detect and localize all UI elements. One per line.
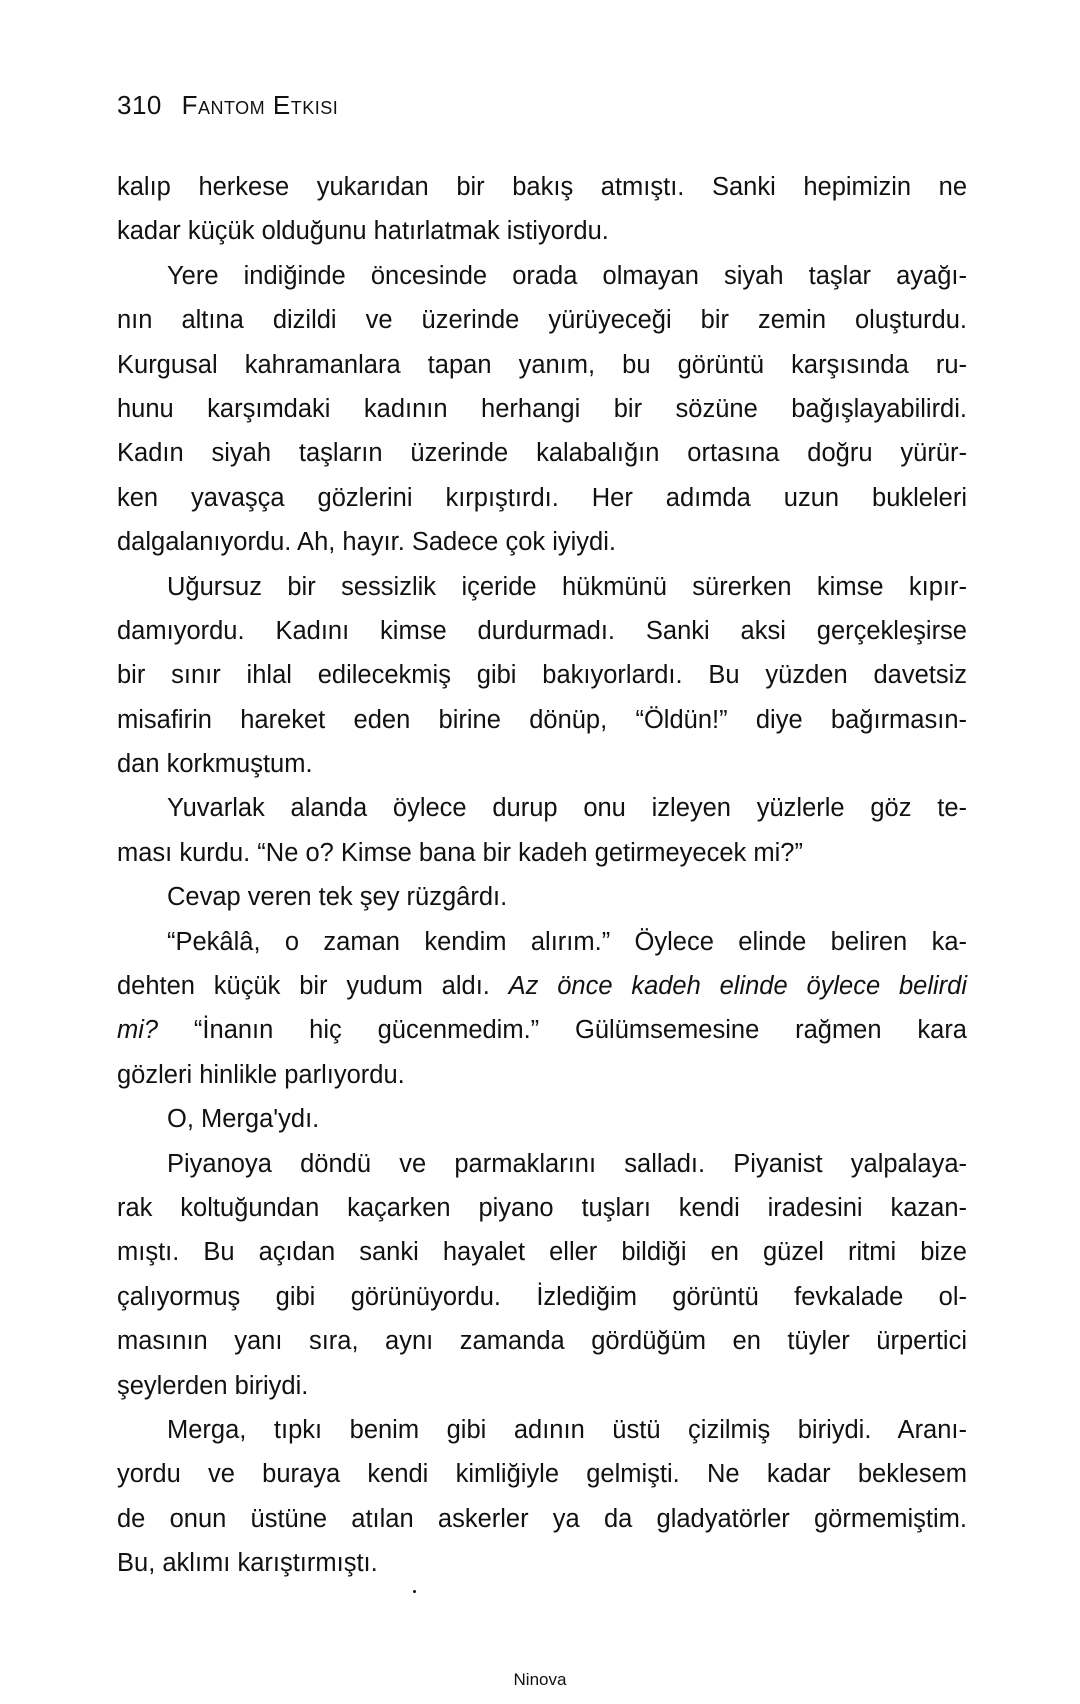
italic-text-segment: Az önce kadeh elinde öylece belirdi <box>508 972 967 1001</box>
text-line: Cevap veren tek şey rüzgârdı. <box>167 883 508 912</box>
text-line: kalıp herkese yukarıdan bir bakış atmıştı. Sanki hepimizin ne <box>117 173 967 201</box>
text-line: Kadın siyah taşların üzerinde kalabalığın ortasına doğru yürür- <box>117 439 967 468</box>
text-line: mıştı. Bu açıdan sanki hayalet eller bildiği en güzel ritmi bize <box>117 1238 967 1267</box>
text-line: ması kurdu. “Ne o? Kimse bana bir kadeh getirmeyecek mi?” <box>117 838 803 867</box>
running-header <box>117 90 338 121</box>
page-number: 310 <box>117 90 162 120</box>
text-line: nın altına dizildi ve üzerinde yürüyeceği bir zemin oluşturdu. <box>117 306 967 335</box>
text-segment: “İnanın hiç gücenmedim.” Gülümsemesine rağmen kara <box>158 1016 967 1045</box>
text-line: damıyordu. Kadını kimse durdurmadı. Sanki aksi gerçekleşirse <box>117 616 967 645</box>
publisher-footer: Ninova <box>513 1670 567 1689</box>
text-line <box>117 1008 967 1052</box>
text-line: ken yavaşça gözlerini kırpıştırdı. Her adımda uzun bukleleri <box>117 483 967 512</box>
book-title: Fantom Etkisi <box>181 90 339 120</box>
text-line: Kurgusal kahramanlara tapan yanım, bu görüntü karşısında ru- <box>117 350 967 379</box>
text-line: O, Merga'ydı. <box>167 1105 320 1134</box>
text-line: gözleri hinlikle parlıyordu. <box>117 1060 405 1089</box>
text-line: rak koltuğundan kaçarken piyano tuşları kendi iradesini kazan- <box>117 1193 967 1222</box>
text-line: bir sınır ihlal edilecekmiş gibi bakıyorlardı. Bu yüzden davetsiz <box>117 661 967 690</box>
text-line: masının yanı sıra, aynı zamanda gördüğüm en tüyler ürpertici <box>117 1327 967 1356</box>
text-line: “Pekâlâ, o zaman kendim alırım.” Öylece elinde beliren ka- <box>167 927 967 956</box>
text-line: Yuvarlak alanda öylece durup onu izleyen yüzlerle göz te- <box>167 794 967 823</box>
text-line: de onun üstüne atılan askerler ya da gladyatörler görmemiştim. <box>117 1504 967 1533</box>
body-text <box>117 165 967 1586</box>
text-line: kadar küçük olduğunu hatırlatmak istiyordu. <box>117 217 609 246</box>
scan-speck <box>413 1590 416 1593</box>
text-line: şeylerden biriydi. <box>117 1371 309 1400</box>
text-line: çalıyormuş gibi görünüyordu. İzlediğim görüntü fevkalade ol- <box>117 1282 967 1311</box>
text-line: misafirin hareket eden birine dönüp, “Öldün!” diye bağırmasın- <box>117 705 967 734</box>
text-segment: dehten küçük bir yudum aldı. <box>117 972 509 1001</box>
italic-text-segment: mi? <box>117 1016 159 1045</box>
text-line: hunu karşımdaki kadının herhangi bir sözüne bağışlayabilirdi. <box>117 394 967 423</box>
text-line: Merga, tıpkı benim gibi adının üstü çizilmiş biriydi. Aranı- <box>167 1415 967 1444</box>
text-line: Piyanoya döndü ve parmaklarını salladı. Piyanist yalpalaya- <box>167 1149 967 1178</box>
text-line: dalgalanıyordu. Ah, hayır. Sadece çok iyiydi. <box>117 528 616 557</box>
text-line: Bu, aklımı karıştırmıştı. <box>117 1549 378 1578</box>
text-line: Yere indiğinde öncesinde orada olmayan siyah taşlar ayağı- <box>167 261 967 290</box>
text-line: dan korkmuştum. <box>117 750 313 779</box>
text-line: Uğursuz bir sessizlik içeride hükmünü sürerken kimse kıpır- <box>167 572 967 601</box>
text-line <box>117 964 967 1008</box>
text-line: yordu ve buraya kendi kimliğiyle gelmişti. Ne kadar beklesem <box>117 1460 967 1489</box>
